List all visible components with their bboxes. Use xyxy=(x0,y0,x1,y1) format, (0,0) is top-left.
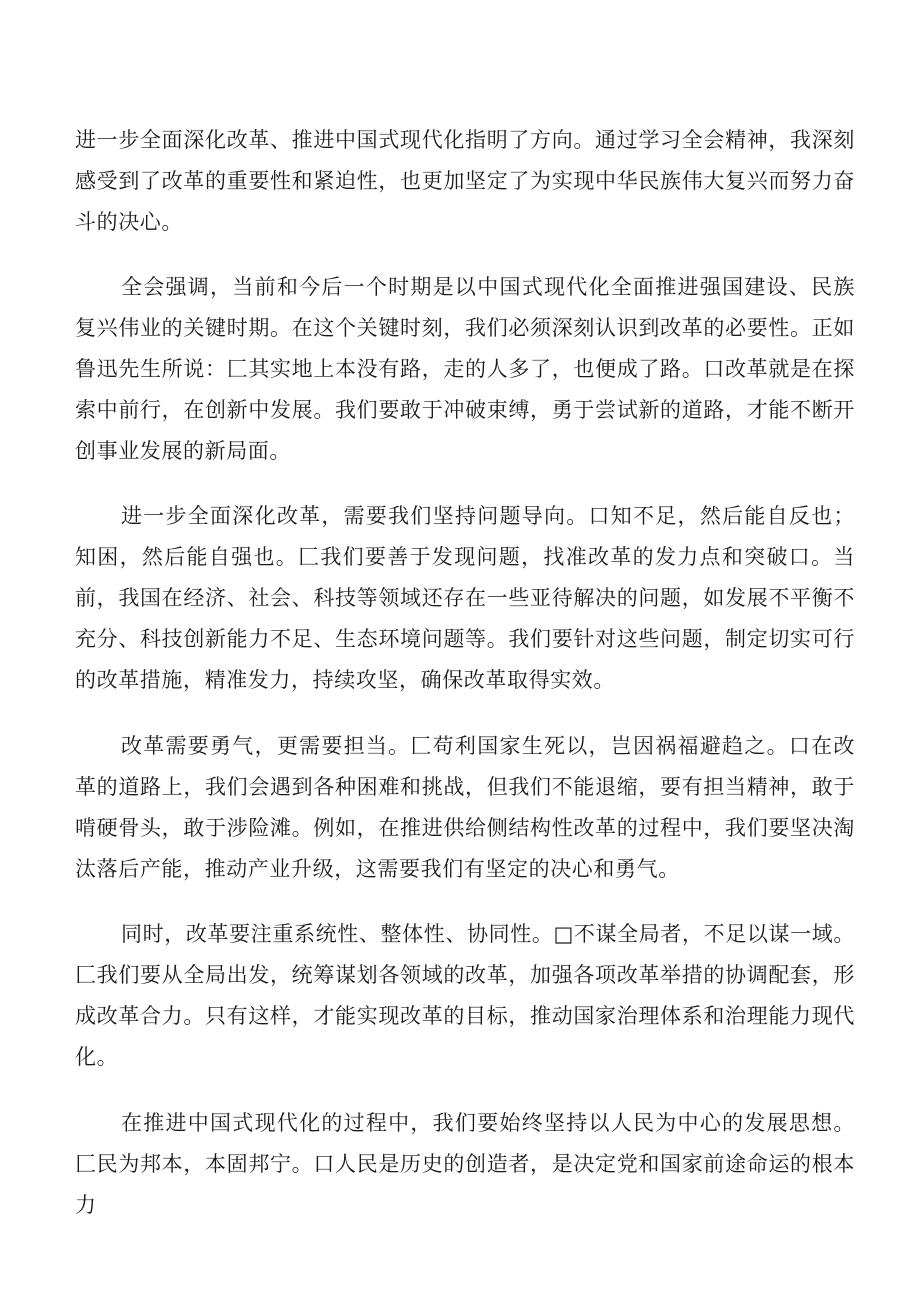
paragraph-6: 在推进中国式现代化的过程中，我们要始终坚持以人民为中心的发展思想。匚民为邦本，本固邦宁。口人民是历史的创造者，是决定党和国家前途命运的根本力 xyxy=(75,1111,855,1217)
paragraph-5: 同时，改革要注重系统性、整体性、协同性。□不谋全局者，不足以谋一域。匚我们要从全局出发，统筹谋划各领域的改革，加强各项改革举措的协调配套，形成改革合力。只有这样，才能实现改革的目标，推动国家治理体系和治理能力现代化。 xyxy=(75,922,855,1069)
paragraph-1: 进一步全面深化改革、推进中国式现代化指明了方向。通过学习全会精神，我深刻感受到了改革的重要性和紧迫性，也更加坚定了为实现中华民族伟大复兴而努力奋斗的决心。 xyxy=(75,128,855,234)
paragraph-4: 改革需要勇气，更需要担当。匚苟利国家生死以，岂因祸福避趋之。口在改革的道路上，我们会遇到各种困难和挑战，但我们不能退缩，要有担当精神，敢于啃硬骨头，敢于涉险滩。例如，在推进供给侧结构性改革的过程中，我们要坚决淘汰落后产能，推动产业升级，这需要我们有坚定的决心和勇气。 xyxy=(75,734,855,881)
paragraph-2: 全会强调，当前和今后一个时期是以中国式现代化全面推进强国建设、民族复兴伟业的关键时期。在这个关键时刻，我们必须深刻认识到改革的必要性。正如鲁迅先生所说：匚其实地上本没有路，走的人多了，也便成了路。口改革就是在探索中前行，在创新中发展。我们要敢于冲破束缚，勇于尝试新的道路，才能不断开创事业发展的新局面。 xyxy=(75,275,855,463)
paragraph-3: 进一步全面深化改革，需要我们坚持问题导向。口知不足，然后能自反也；知困，然后能自强也。匚我们要善于发现问题，找准改革的发力点和突破口。当前，我国在经济、社会、科技等领域还存在一些亚待解决的问题，如发展不平衡不充分、科技创新能力不足、生态环境问题等。我们要针对这些问题，制定切实可行的改革措施，精准发力，持续攻坚，确保改革取得实效。 xyxy=(75,504,855,692)
